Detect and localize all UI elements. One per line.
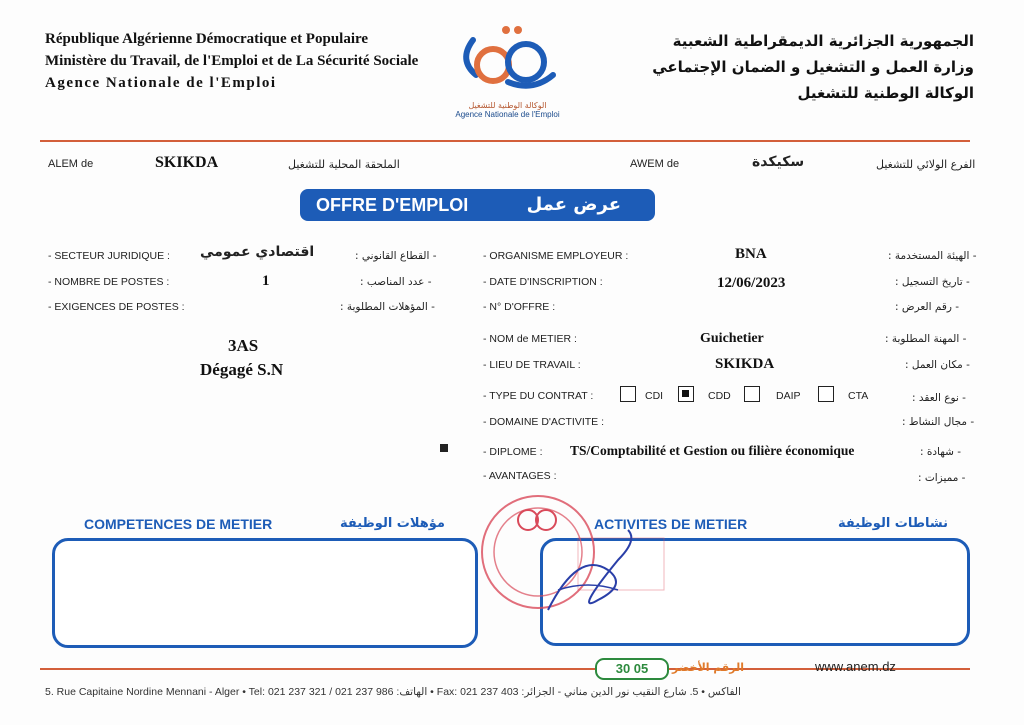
header-fr-ministry: Ministère du Travail, de l'Emploi et de La Sécurité Sociale xyxy=(45,53,419,69)
awem-arabic-label: الفرع الولائي للتشغيل xyxy=(876,158,976,171)
checkbox-cdd-label: CDD xyxy=(708,390,731,402)
date-value: 12/06/2023 xyxy=(717,275,786,291)
banner-french: OFFRE D'EMPLOI xyxy=(316,195,469,215)
postes-arabic-label: - عدد المناصب : xyxy=(360,276,432,288)
avantages-label: - AVANTAGES : xyxy=(483,470,557,482)
offer-title-banner xyxy=(300,189,655,221)
logo-french-caption: Agence Nationale de l'Emploi xyxy=(455,110,560,119)
metier-arabic-label: - المهنة المطلوبة : xyxy=(885,333,967,345)
lieu-arabic-label: - مكان العمل : xyxy=(905,359,970,371)
exigences-arabic-label: - المؤهلات المطلوبة : xyxy=(340,301,435,313)
exigences-value-1: 3AS xyxy=(228,336,259,355)
offre-number-arabic-label: - رقم العرض : xyxy=(895,301,960,313)
metier-label: - NOM de METIER : xyxy=(483,333,577,345)
logo-arabic-caption: الوكالة الوطنية للتشغيل xyxy=(468,101,547,110)
alem-label: ALEM de xyxy=(48,158,94,170)
domaine-label: - DOMAINE D'ACTIVITE : xyxy=(483,416,605,428)
organisme-arabic-label: - الهيئة المستخدمة : xyxy=(888,250,977,262)
green-number-badge xyxy=(595,658,669,680)
green-number-arabic-label: الرقم الأخضر xyxy=(672,661,744,674)
lieu-value: SKIKDA xyxy=(715,356,775,372)
header-divider xyxy=(40,140,970,142)
lieu-label: - LIEU DE TRAVAIL : xyxy=(483,359,581,371)
diplome-value: TS/Comptabilité et Gestion ou filière économique xyxy=(570,443,855,458)
secteur-value: اقتصادي عمومي xyxy=(200,244,315,260)
diplome-label: - DIPLOME : xyxy=(483,446,543,458)
green-number: 30 05 xyxy=(615,661,649,676)
secteur-arabic-label: - القطاع القانوني : xyxy=(355,250,437,262)
checkbox-daip[interactable] xyxy=(744,386,760,402)
header-ar-republic: الجمهورية الجزائرية الديمقراطية الشعبية xyxy=(672,32,974,50)
header-arabic xyxy=(652,28,974,106)
date-arabic-label: - تاريخ التسجيل : xyxy=(895,276,970,288)
offre-number-label: - N° D'OFFRE : xyxy=(483,301,556,313)
organisme-value: BNA xyxy=(735,246,767,262)
checkbox-cdi[interactable] xyxy=(620,386,636,402)
alem-value: SKIKDA xyxy=(155,154,219,171)
anem-logo-icon xyxy=(448,20,568,95)
activites-arabic-title: نشاطات الوظيفة xyxy=(838,516,948,531)
checkbox-cdi-label: CDI xyxy=(645,390,664,402)
header-french xyxy=(45,28,418,94)
footer-address: 5. Rue Capitaine Nordine Mennani - Alger • Tel: 021 237 321 / 021 237 986 :الهاتف • Fax: 021 237 403 :الفاكس • 5. شارع النقيب نور الدين مناني - الجزائر xyxy=(45,686,741,698)
competences-box[interactable] xyxy=(52,538,478,648)
exigences-label: - EXIGENCES DE POSTES : xyxy=(48,301,185,313)
competences-arabic-title: مؤهلات الوظيفة xyxy=(340,516,445,531)
domaine-arabic-label: - مجال النشاط : xyxy=(902,416,975,428)
checkbox-cta[interactable] xyxy=(818,386,834,402)
banner-arabic: عرض عمل xyxy=(526,194,621,215)
contrat-label: - TYPE DU CONTRAT : xyxy=(483,390,594,402)
checkbox-cta-label: CTA xyxy=(848,390,869,402)
date-label: - DATE D'INSCRIPTION : xyxy=(483,276,603,288)
postes-label: - NOMBRE DE POSTES : xyxy=(48,276,170,288)
postes-value: 1 xyxy=(262,273,270,289)
anem-logo xyxy=(440,20,575,135)
small-square-marker xyxy=(440,444,448,452)
header-fr-republic: République Algérienne Démocratique et Populaire xyxy=(45,31,369,47)
checkbox-daip-label: DAIP xyxy=(776,390,801,402)
awem-label: AWEM de xyxy=(630,158,680,170)
competences-title: COMPETENCES DE METIER xyxy=(84,516,273,532)
diplome-arabic-label: - شهادة : xyxy=(920,446,962,458)
activites-title: ACTIVITES DE METIER xyxy=(594,516,748,532)
metier-value: Guichetier xyxy=(700,331,764,346)
official-stamp-icon xyxy=(478,490,668,630)
header-ar-agency: الوكالة الوطنية للتشغيل xyxy=(797,84,974,102)
header-fr-agency: Agence Nationale de l'Emploi xyxy=(45,75,277,91)
alem-arabic-label: الملحقة المحلية للتشغيل xyxy=(288,158,400,171)
avantages-arabic-label: - مميزات : xyxy=(918,472,966,484)
organisme-label: - ORGANISME EMPLOYEUR : xyxy=(483,250,629,262)
contrat-arabic-label: - نوع العقد : xyxy=(912,392,966,404)
secteur-label: - SECTEUR JURIDIQUE : xyxy=(48,250,170,262)
website-link[interactable]: www.anem.dz xyxy=(815,659,896,674)
exigences-value-2: Dégagé S.N xyxy=(200,360,284,379)
awem-value: سكيكدة xyxy=(752,154,805,170)
header-ar-ministry: وزارة العمل و التشغيل و الضمان الإجتماعي xyxy=(652,58,974,76)
checkbox-cdd[interactable] xyxy=(678,386,694,402)
